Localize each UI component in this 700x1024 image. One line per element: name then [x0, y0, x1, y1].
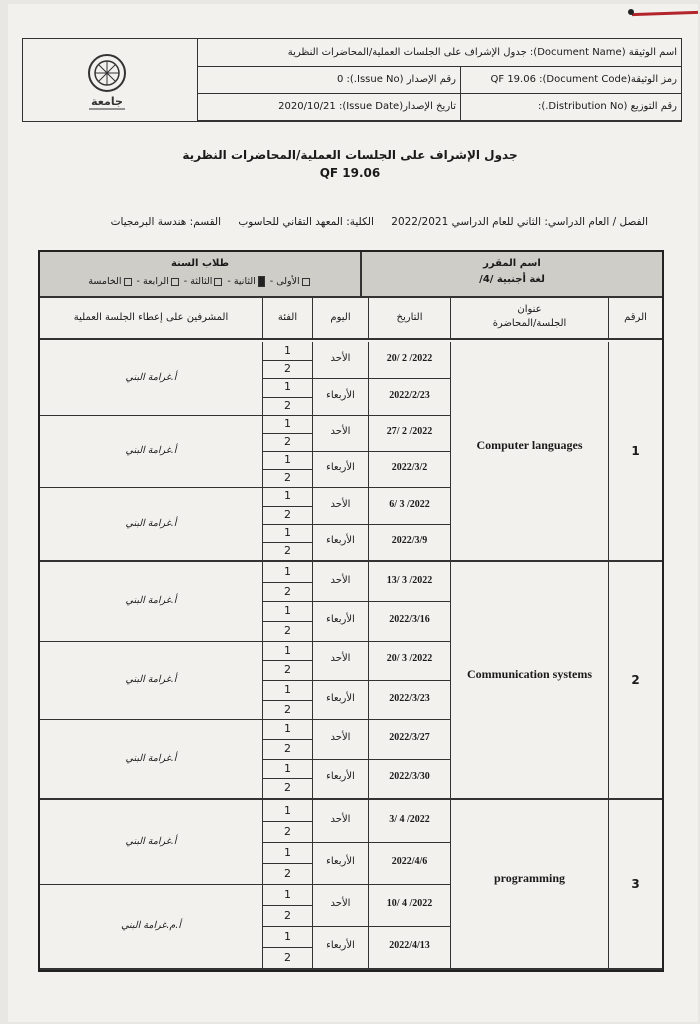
date-cell: 2022/2/23 [389, 389, 430, 401]
section-title: programming [493, 871, 566, 885]
supervisor-signature: أ.غرامة البني [125, 752, 177, 764]
issue-date: تاريخ الإصدار(Issue Date): 2020/10/21 [278, 101, 456, 112]
group-2: 2 [284, 434, 291, 448]
col-day: اليوم [330, 312, 351, 323]
year-second: الثانية [233, 276, 256, 287]
supervisor-row-line [40, 415, 262, 416]
supervisor-row-line [40, 719, 262, 720]
group-2: 2 [284, 543, 291, 557]
day-cell: الأربعاء [326, 856, 355, 867]
section-divider [40, 798, 662, 800]
day-cell: الأحد [330, 498, 351, 510]
date-row-line [262, 524, 450, 525]
day-cell: الأربعاء [326, 534, 355, 546]
day-cell: الأحد [330, 425, 351, 437]
year-fourth: الرابعة [143, 276, 169, 287]
day-cell: الأربعاء [326, 940, 355, 951]
date-cell: 20/ 2 /2022 [386, 353, 433, 365]
date-row-line [262, 451, 450, 452]
date-row-line [262, 487, 450, 488]
date-cell: 2022/4/13 [389, 940, 430, 951]
document-name: اسم الوثيقة (Document Name): جدول الإشراف على الجلسات العملية/المحاضرات النظرية [287, 47, 677, 58]
supervisor-signature: أ.غرامة البني [125, 674, 177, 685]
group-1: 1 [284, 887, 291, 901]
group-1: 1 [284, 761, 291, 775]
date-cell: 6/ 3 /2022 [389, 498, 430, 510]
date-row-line [262, 378, 450, 379]
date-row-line [262, 759, 450, 760]
distribution-no: رقم التوزيع (Distribution No.): [537, 101, 677, 112]
course-value: لغة أجنبية /4/ [479, 274, 545, 285]
group-2: 2 [284, 398, 291, 412]
header-row-3 [198, 93, 681, 121]
section-number: 1 [631, 444, 640, 458]
section-divider [40, 560, 662, 562]
group-line [262, 700, 312, 701]
group-2: 2 [284, 908, 291, 922]
date-cell: 3/ 4 /2022 [389, 814, 430, 825]
supervisor-signature: أ.غرامة البني [125, 595, 177, 607]
group-1: 1 [284, 845, 291, 859]
document-code: رمز الوثيقة(Document Code): QF 19.06 [490, 74, 677, 85]
supervisor-signature: أ.غرامة البني [125, 836, 177, 847]
day-cell: الأحد [330, 653, 351, 665]
supervisor-row-line [40, 884, 262, 885]
group-2: 2 [284, 471, 291, 485]
supervisor-signature: أ.غرامة البني [125, 517, 177, 529]
date-row-line [262, 415, 450, 416]
group-1: 1 [284, 416, 291, 430]
course-label: اسم المقرر [483, 258, 541, 269]
group-1: 1 [284, 525, 291, 539]
date-row-line [262, 601, 450, 602]
group-line [262, 739, 312, 740]
group-2: 2 [284, 623, 291, 637]
date-row-line [262, 719, 450, 720]
group-1: 1 [284, 722, 291, 736]
col-number: الرقم [624, 312, 647, 323]
date-row-line [262, 680, 450, 681]
group-1: 1 [284, 604, 291, 618]
date-cell: 2022/3/2 [391, 462, 428, 474]
group-line [262, 863, 312, 864]
supervisor-signature: أ.غرامة البني [125, 372, 177, 384]
group-line [262, 542, 312, 543]
group-2: 2 [284, 866, 291, 880]
group-2: 2 [284, 781, 291, 795]
group-line [262, 660, 312, 661]
group-1: 1 [284, 643, 291, 657]
logo-text: جامعة [91, 95, 123, 108]
day-cell: الأحد [330, 814, 351, 825]
group-2: 2 [284, 950, 291, 964]
col-title-label: عنوان [517, 304, 542, 315]
day-cell: الأحد [330, 574, 351, 586]
checkbox-fourth[interactable] [171, 278, 179, 286]
section-number: 2 [631, 673, 640, 687]
date-cell: 2022/3/9 [391, 534, 428, 546]
supervisor-signature: أ.غرامة البني [125, 445, 177, 456]
document-code-title: QF 19.06 [319, 166, 381, 180]
group-1: 1 [284, 929, 291, 943]
group-1: 1 [284, 453, 291, 467]
group-line [262, 397, 312, 398]
course-info [97, 216, 648, 228]
year-options: الأولى - الثانية - الثالثة - الرابعة - الخامسة [40, 276, 360, 287]
date-cell: 20/ 3 /2022 [386, 653, 433, 665]
date-cell: 2022/3/30 [389, 771, 430, 783]
year-first: الأولى [276, 276, 300, 287]
group-line [262, 469, 312, 470]
group-1: 1 [284, 489, 291, 503]
day-cell: الأحد [330, 898, 351, 909]
checkbox-second-checked[interactable] [258, 276, 265, 287]
semester-info: الفصل / العام الدراسي: الثاني للعام الدراسي 2022/2021 [391, 216, 648, 228]
group-line [262, 360, 312, 361]
day-cell: الأربعاء [326, 462, 355, 474]
date-cell: 2022/3/27 [389, 732, 430, 743]
date-row-line [262, 641, 450, 642]
group-line [262, 433, 312, 434]
section-title: Communication systems [467, 667, 592, 681]
group-line [262, 905, 312, 906]
day-cell: الأحد [330, 353, 351, 365]
group-2: 2 [284, 663, 291, 677]
column-line [450, 800, 451, 968]
supervision-table [38, 250, 664, 972]
group-line [262, 506, 312, 507]
college-info: الكلية: المعهد التقاني للحاسوب [238, 216, 374, 228]
date-cell: 27/ 2 /2022 [386, 425, 433, 437]
col-group: الفئة [277, 312, 298, 323]
header-row-2 [198, 66, 681, 94]
column-line [450, 562, 451, 798]
date-cell: 13/ 3 /2022 [386, 574, 433, 586]
group-2: 2 [284, 584, 291, 598]
group-2: 2 [284, 741, 291, 755]
group-line [262, 621, 312, 622]
group-line [262, 821, 312, 822]
date-cell: 10/ 4 /2022 [386, 898, 433, 909]
section-number: 3 [631, 877, 640, 891]
date-row-line [262, 842, 450, 843]
day-cell: الأحد [330, 732, 351, 743]
date-cell: 2022/4/6 [391, 856, 428, 867]
checkbox-third[interactable] [214, 278, 222, 286]
checkbox-fifth[interactable] [124, 278, 132, 286]
group-1: 1 [284, 344, 291, 358]
col-title-sub: الجلسة/المحاضرة [492, 318, 567, 329]
group-1: 1 [284, 380, 291, 394]
group-1: 1 [284, 682, 291, 696]
header-row-1 [198, 39, 681, 67]
group-2: 2 [284, 362, 291, 376]
section-divider [40, 968, 662, 970]
university-logo [23, 39, 198, 121]
day-cell: الأربعاء [326, 771, 355, 783]
group-1: 1 [284, 564, 291, 578]
section-title: Computer languages [476, 438, 583, 452]
col-supervisors: المشرفين على إعطاء الجلسة العملية [73, 312, 229, 323]
day-cell: الأربعاء [326, 692, 355, 704]
date-cell: 2022/3/23 [389, 692, 430, 704]
document-header [22, 38, 682, 122]
group-line [262, 778, 312, 779]
column-line [450, 342, 451, 560]
day-cell: الأربعاء [326, 614, 355, 625]
group-2: 2 [284, 824, 291, 838]
supervisor-row-line [40, 487, 262, 488]
col-date: التاريخ [396, 312, 423, 323]
group-2: 2 [284, 702, 291, 716]
date-cell: 2022/3/16 [389, 614, 430, 625]
year-third: الثالثة [190, 276, 213, 287]
supervisor-row-line [40, 641, 262, 642]
department-info: القسم: هندسة البرمجيات [110, 216, 221, 228]
checkbox-first[interactable] [302, 278, 310, 286]
pen-dot [628, 9, 634, 15]
day-cell: الأربعاء [326, 389, 355, 401]
year-fifth: الخامسة [88, 276, 122, 287]
group-2: 2 [284, 507, 291, 521]
page-title: جدول الإشراف على الجلسات العملية/المحاضرات النظرية [182, 148, 518, 162]
group-line [262, 582, 312, 583]
students-label: طلاب السنة [170, 258, 230, 269]
date-row-line [262, 926, 450, 927]
group-line [262, 947, 312, 948]
date-row-line [262, 884, 450, 885]
group-1: 1 [284, 803, 291, 817]
issue-no: رقم الإصدار (Issue No.): 0 [336, 74, 456, 85]
supervisor-signature: أ.م.غرامة البني [121, 920, 181, 931]
